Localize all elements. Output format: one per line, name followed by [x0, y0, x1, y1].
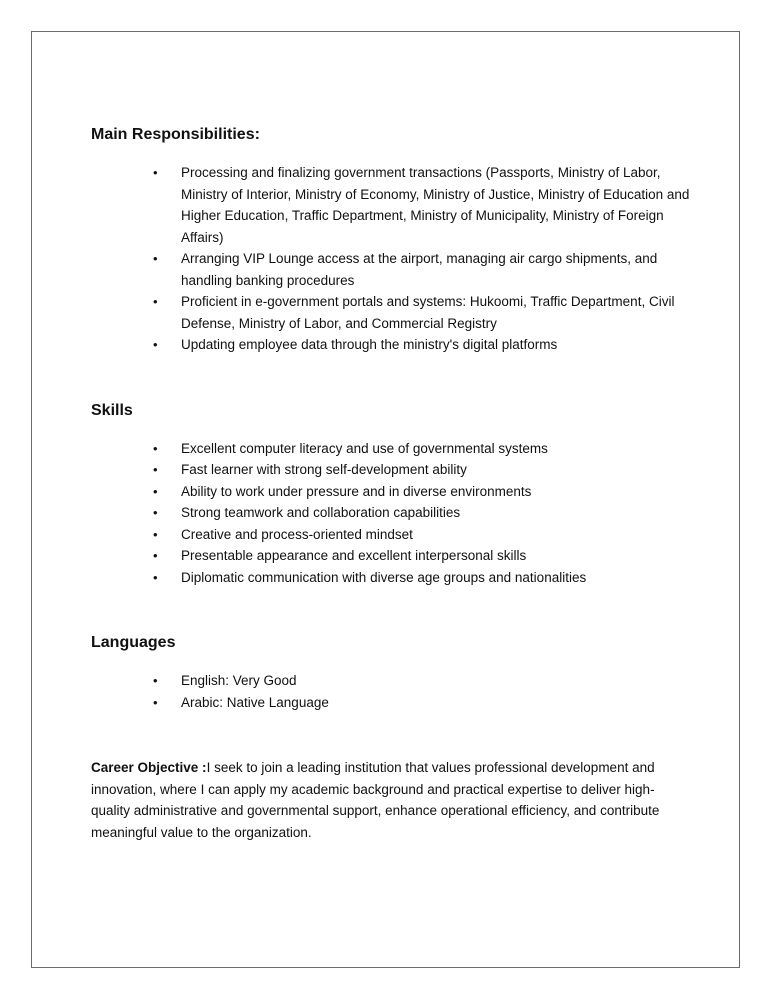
list-item: • Creative and process-oriented mindset	[91, 524, 701, 546]
list-item: • Arranging VIP Lounge access at the airport, managing air cargo shipments, and handling banking procedures	[91, 248, 701, 291]
responsibilities-list	[91, 162, 701, 356]
page-content	[91, 124, 701, 857]
list-item: • Proficient in e-government portals and systems: Hukoomi, Traffic Department, Civil Defense, Ministry of Labor, and Commercial Registry	[91, 291, 701, 334]
bullet-icon: •	[153, 505, 158, 520]
list-item: • Strong teamwork and collaboration capabilities	[91, 502, 701, 524]
responsibilities-heading: Main Responsibilities:	[91, 126, 260, 143]
languages-heading: Languages	[91, 634, 176, 651]
list-item: • Excellent computer literacy and use of governmental systems	[91, 438, 701, 460]
document-page	[31, 31, 740, 968]
bullet-icon: •	[153, 462, 158, 477]
skills-heading: Skills	[91, 401, 133, 419]
list-item: • Updating employee data through the ministry's digital platforms	[91, 334, 701, 356]
bullet-icon: •	[153, 526, 158, 542]
bullet-icon: •	[153, 440, 158, 456]
bullet-icon: •	[153, 694, 158, 710]
bullet-icon: •	[153, 165, 158, 180]
bullet-icon: •	[153, 251, 158, 266]
list-item: • Fast learner with strong self-development ability	[91, 459, 701, 481]
bullet-icon: •	[153, 483, 158, 499]
list-item: • Presentable appearance and excellent interpersonal skills	[91, 545, 701, 567]
list-item: • Diplomatic communication with diverse age groups and nationalities	[91, 567, 701, 589]
bullet-icon: •	[153, 337, 158, 352]
list-item: • Ability to work under pressure and in diverse environments	[91, 481, 701, 503]
list-item: • English: Very Good	[91, 670, 701, 692]
languages-list	[91, 670, 701, 713]
list-item: • Processing and finalizing government transactions (Passports, Ministry of Labor, Ministry of Interior, Ministry of Economy, Ministry of Justice, Ministry of Education and Higher Education, Traffic Department, Ministry of Municipality, Ministry of Foreign Affairs)	[91, 162, 701, 248]
career-objective-label: Career Objective :	[91, 760, 207, 775]
bullet-icon: •	[153, 548, 158, 563]
bullet-icon: •	[153, 673, 158, 688]
career-objective-text: I seek to join a leading institution that values professional development and innovation, where I can apply my academic background and practical expertise to deliver high-quality administrative and governmental support, enhance operational efficiency, and contribute meaningful value to the organization.	[91, 760, 660, 840]
bullet-icon: •	[153, 569, 158, 585]
career-objective	[91, 757, 691, 843]
bullet-icon: •	[153, 294, 158, 309]
list-item: • Arabic: Native Language	[91, 692, 701, 714]
skills-list	[91, 438, 701, 589]
